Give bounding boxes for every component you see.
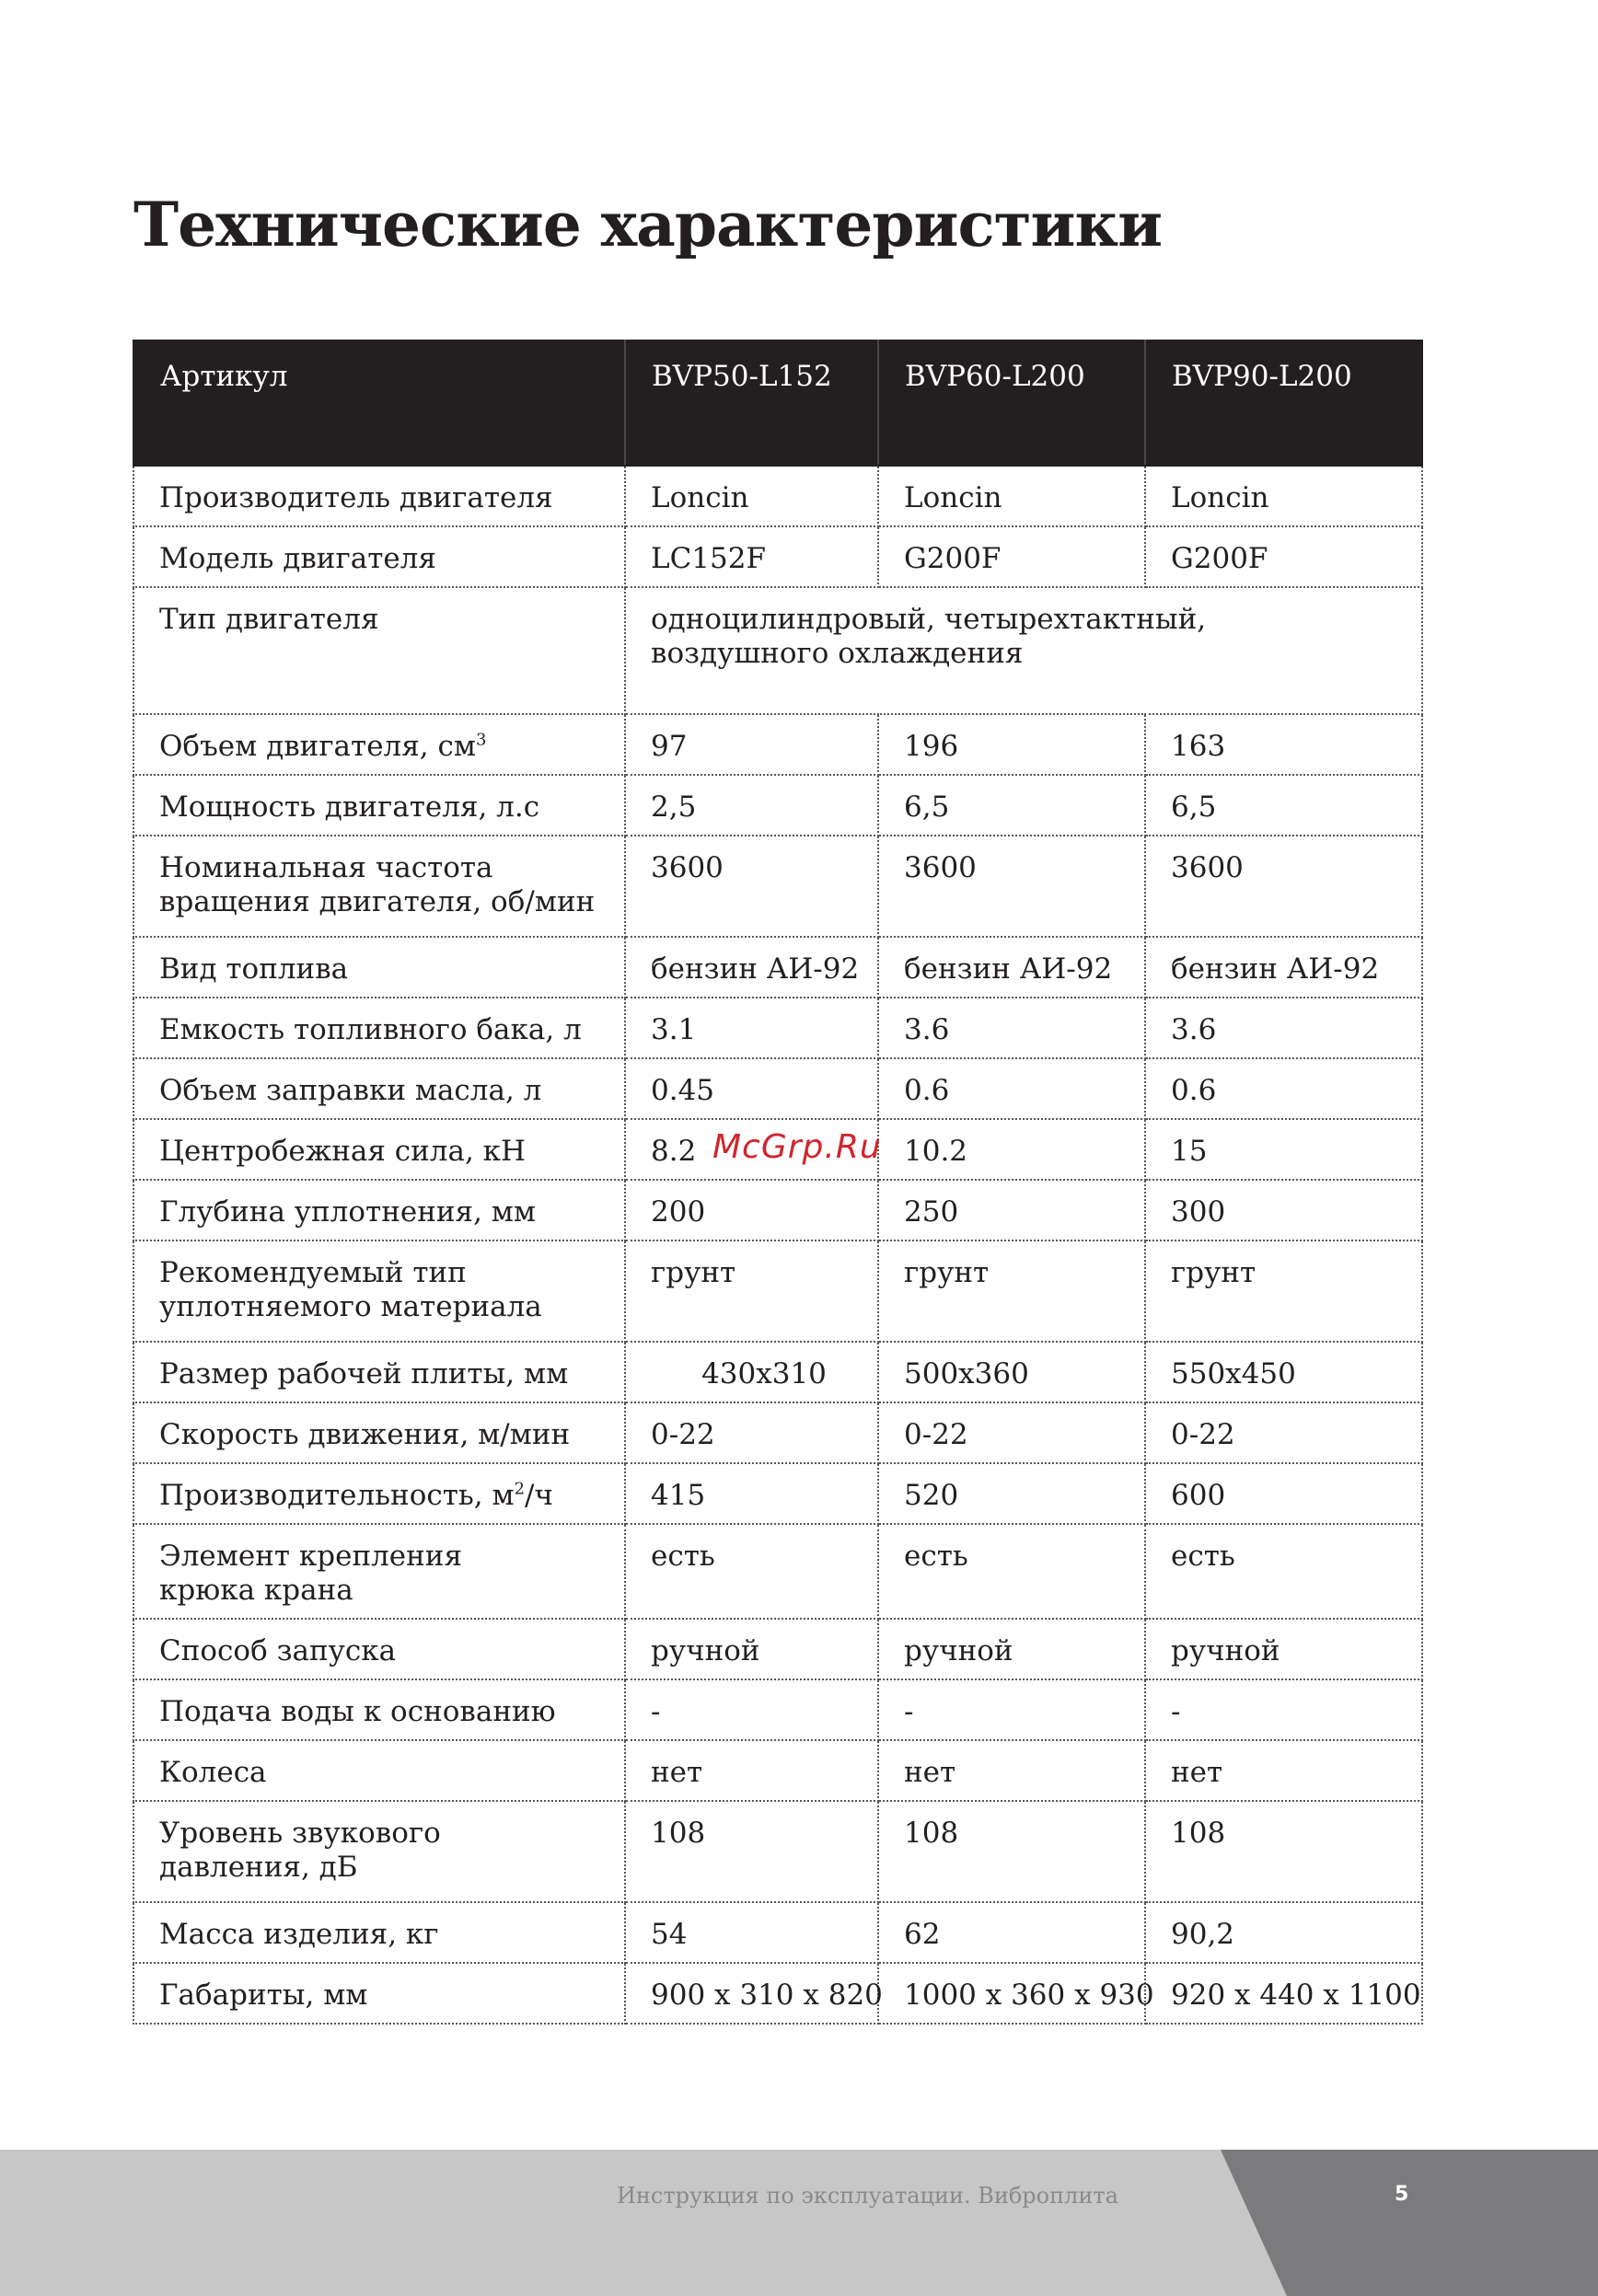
table-row [133, 1342, 1422, 1402]
page-title: Технические характеристики [133, 189, 1163, 260]
row-label-line-2: крюка крана [159, 1574, 353, 1608]
row-label [133, 1801, 625, 1902]
cell-value: 3600 [878, 836, 1145, 937]
row-label [133, 1524, 625, 1619]
row-label: Подача воды к основанию [133, 1679, 625, 1740]
cell-value: нет [1145, 1740, 1422, 1801]
cell-value: 3600 [1145, 836, 1422, 937]
cell-value: 3.1 [625, 998, 878, 1058]
row-label-line-2: давления, дБ [159, 1851, 358, 1885]
table-row [133, 466, 1422, 526]
cell-value: 108 [878, 1801, 1145, 1902]
watermark: McGrp.Ru [712, 1128, 882, 1166]
footer-manual-title: Инструкция по эксплуатации. Виброплита [617, 2183, 1118, 2209]
cell-value: 163 [1145, 714, 1422, 775]
cell-value: 0-22 [625, 1402, 878, 1463]
cell-value: грунт [1145, 1240, 1422, 1342]
cell-value: 430х310 [625, 1342, 878, 1402]
row-label [133, 1463, 625, 1524]
cell-value: 15 [1145, 1119, 1422, 1180]
cell-value: 2,5 [625, 775, 878, 836]
cell-value: ручной [878, 1619, 1145, 1679]
cell-value: 415 [625, 1463, 878, 1524]
header-cell-model-1: BVP50-L152 [625, 340, 878, 466]
cell-value: 900 х 310 х 820 [625, 1963, 878, 2024]
table-row [133, 714, 1422, 775]
header-cell-model-2: BVP60-L200 [878, 340, 1145, 466]
cell-value: 54 [625, 1902, 878, 1963]
table-row [133, 1463, 1422, 1524]
cell-value: ручной [625, 1619, 878, 1679]
merged-line-2: воздушного охлаждения [651, 637, 1024, 671]
cell-value: 600 [1145, 1463, 1422, 1524]
row-label: Габариты, мм [133, 1963, 625, 2024]
row-label: Тип двигателя [133, 587, 625, 714]
cell-value: есть [1145, 1524, 1422, 1619]
cell-value-merged [625, 587, 1422, 714]
row-label: Скорость движения, м/мин [133, 1402, 625, 1463]
table-row [133, 1902, 1422, 1963]
footer-page-tab [0, 2150, 1598, 2296]
row-label-line-1: Элемент крепления [159, 1540, 463, 1573]
row-label-suffix: /ч [525, 1479, 553, 1512]
cell-value: 90,2 [1145, 1902, 1422, 1963]
row-label [133, 1240, 625, 1342]
cell-value: 1000 х 360 х 930 [878, 1963, 1145, 2024]
header-cell-article: Артикул [133, 340, 625, 466]
cell-value: 550х450 [1145, 1342, 1422, 1402]
row-label-text: Производительность, м [159, 1479, 515, 1512]
cell-value: 10.2 [878, 1119, 1145, 1180]
table-row [133, 1619, 1422, 1679]
row-label-line-1: Рекомендуемый тип [159, 1256, 467, 1289]
cell-value: есть [878, 1524, 1145, 1619]
cell-value: бензин АИ-92 [878, 937, 1145, 998]
row-label: Масса изделия, кг [133, 1902, 625, 1963]
row-label: Емкость топливного бака, л [133, 998, 625, 1058]
cell-value: 3.6 [878, 998, 1145, 1058]
cell-value: ручной [1145, 1619, 1422, 1679]
cell-value: Loncin [625, 466, 878, 526]
cell-value: 196 [878, 714, 1145, 775]
table-row [133, 526, 1422, 587]
cell-value: 8.2 [625, 1119, 878, 1180]
row-label-line-2: вращения двигателя, об/мин [159, 885, 596, 919]
row-label: Модель двигателя [133, 526, 625, 587]
cell-value: 6,5 [878, 775, 1145, 836]
row-label [133, 836, 625, 937]
row-label: Центробежная сила, кН [133, 1119, 625, 1180]
cell-value: LC152F [625, 526, 878, 587]
cell-value: 0.45 [625, 1058, 878, 1119]
cell-value: 0.6 [1145, 1058, 1422, 1119]
row-label: Глубина уплотнения, мм [133, 1180, 625, 1240]
cell-value: - [878, 1679, 1145, 1740]
table-row [133, 1180, 1422, 1240]
table-row [133, 1963, 1422, 2024]
cell-value: 3600 [625, 836, 878, 937]
cell-value: - [1145, 1679, 1422, 1740]
cell-value: 250 [878, 1180, 1145, 1240]
cell-value: грунт [878, 1240, 1145, 1342]
row-label: Колеса [133, 1740, 625, 1801]
table-row [133, 1679, 1422, 1740]
row-label-text: Объем двигателя, см [159, 730, 476, 763]
cell-value: 920 х 440 х 1100 [1145, 1963, 1422, 2024]
row-label: Производитель двигателя [133, 466, 625, 526]
cell-value: G200F [1145, 526, 1422, 587]
table-row [133, 937, 1422, 998]
row-label-line-1: Уровень звукового [159, 1817, 441, 1850]
cell-value: 108 [1145, 1801, 1422, 1902]
row-label: Вид топлива [133, 937, 625, 998]
row-label: Мощность двигателя, л.с [133, 775, 625, 836]
cell-value: 200 [625, 1180, 878, 1240]
cell-value: 6,5 [1145, 775, 1422, 836]
row-label: Размер рабочей плиты, мм [133, 1342, 625, 1402]
cell-value: 0-22 [878, 1402, 1145, 1463]
cell-value: есть [625, 1524, 878, 1619]
cell-value: нет [878, 1740, 1145, 1801]
table-row [133, 1240, 1422, 1342]
table-row [133, 1740, 1422, 1801]
row-label-superscript: 2 [514, 1479, 526, 1499]
table-row [133, 1402, 1422, 1463]
cell-value: 108 [625, 1801, 878, 1902]
row-label-line-1: Номинальная частота [159, 851, 493, 884]
row-label: Объем заправки масла, л [133, 1058, 625, 1119]
table-row [133, 775, 1422, 836]
cell-value: грунт [625, 1240, 878, 1342]
merged-line-1: одноцилиндровый, четырехтактный, [651, 603, 1207, 636]
cell-value: Loncin [1145, 466, 1422, 526]
cell-value: 0-22 [1145, 1402, 1422, 1463]
row-label-line-2: уплотняемого материала [159, 1290, 542, 1324]
cell-value: 520 [878, 1463, 1145, 1524]
cell-value: бензин АИ-92 [1145, 937, 1422, 998]
table-row [133, 1801, 1422, 1902]
table-row [133, 836, 1422, 937]
row-label [133, 714, 625, 775]
cell-value: 0.6 [878, 1058, 1145, 1119]
cell-value: - [625, 1679, 878, 1740]
cell-value: 300 [1145, 1180, 1422, 1240]
header-cell-model-3: BVP90-L200 [1145, 340, 1422, 466]
cell-value: 62 [878, 1902, 1145, 1963]
table-row [133, 1524, 1422, 1619]
page-number: 5 [1395, 2183, 1409, 2206]
specs-table [133, 340, 1423, 2025]
row-label-superscript: 3 [475, 730, 487, 750]
cell-value: нет [625, 1740, 878, 1801]
cell-value: 500х360 [878, 1342, 1145, 1402]
cell-value: 97 [625, 714, 878, 775]
table-row [133, 998, 1422, 1058]
cell-value: Loncin [878, 466, 1145, 526]
table-row [133, 1058, 1422, 1119]
table-row [133, 587, 1422, 714]
cell-value: G200F [878, 526, 1145, 587]
cell-value: бензин АИ-92 [625, 937, 878, 998]
table-header-row [133, 340, 1422, 466]
cell-value: 3.6 [1145, 998, 1422, 1058]
row-label: Способ запуска [133, 1619, 625, 1679]
